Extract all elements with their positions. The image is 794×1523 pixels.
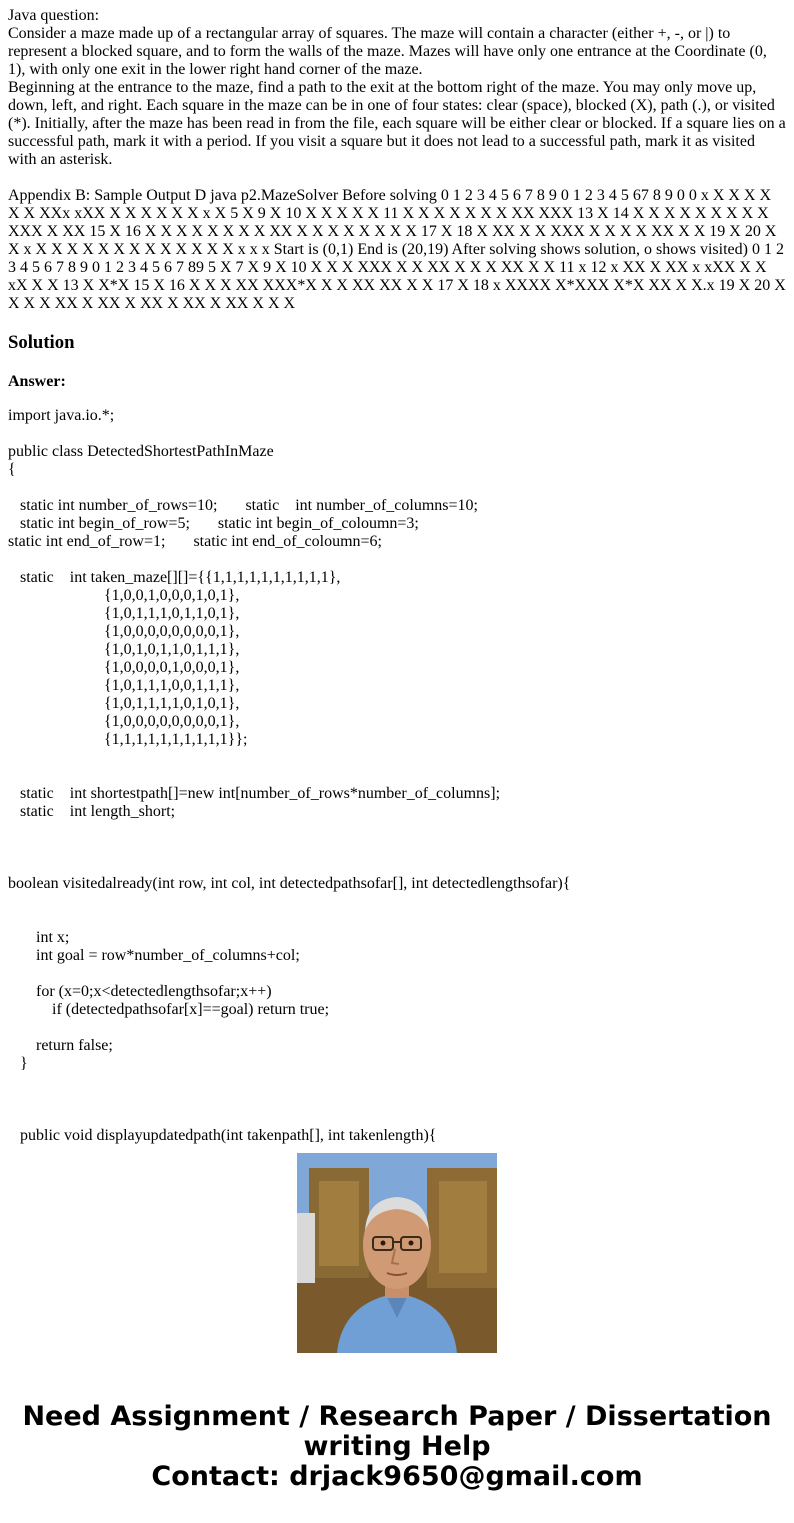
promo-text: [0, 1402, 794, 1492]
question-paragraph-2: Beginning at the entrance to the maze, find a path to the exit at the bottom right of the maze. You may only move up, down, left, and right. Each square in the maze can be in one of four states: clear (space), blocked (X), path (.), or visited (*). Initially, after the maze has been read in from the file, each square will be either clear or blocked. If a square lies on a successful path, mark it with a period. If you visit a square but it does not lead to a successful path, mark it as visited with an asterisk.: [8, 79, 786, 168]
answer-label: Answer:: [8, 373, 66, 390]
avatar: [297, 1153, 497, 1353]
person-photo-avatar-icon: [297, 1153, 497, 1353]
question-paragraph-1: Consider a maze made up of a rectangular array of squares. The maze will contain a character (either +, -, or |) to represent a blocked square, and to form the walls of the maze. Mazes will have only one entrance at the Coordinate (0, 1), with only one exit in the lower right hand corner of the maze.: [8, 25, 767, 78]
promo-line-1: Need Assignment / Research Paper / Dissertation: [22, 1401, 772, 1432]
solution-heading: Solution: [8, 332, 75, 353]
promo-contact[interactable]: Contact: drjack9650@gmail.com: [151, 1461, 643, 1492]
promo-line-2: writing Help: [303, 1431, 491, 1462]
spacer: [8, 169, 786, 187]
promo-banner: [0, 1121, 794, 1523]
article-content: [8, 7, 786, 1144]
code-block: import java.io.*; public class DetectedShortestPathInMaze { static int number_of_rows=10; static int number_of_columns=10; static int begin_of_row=5; static int begin_of_coloumn=3; static int end_of_row=1; static int end_of_coloumn=6; static int taken_maze[][]={{1,1,1,1,1,1,1,1,1,1}, {1,0,0,1,0,0,0,1,0,1}, {1,0,1,1,1,0,1,1,0,1}, {1,0,0,0,0,0,0,0,0,1}, {1,0,1,0,1,1,0,1,1,1}, {1,0,0,0,0,1,0,0,0,1}, {1,0,1,1,1,0,0,1,1,1}, {1,0,1,1,1,1,0,1,0,1}, {1,0,0,0,0,0,0,0,0,1}, {1,1,1,1,1,1,1,1,1,1}}; static int shortestpath[]=new int[number_of_rows*number_of_columns]; static int length_short; boolean visitedalready(int row, int col, int detectedpathsofar[], int detectedlengthsofar){ int x; int goal = row*number_of_columns+col; for (x=0;x<detectedlengthsofar;x++) if (detectedpathsofar[x]==goal) return true; return false; } public void displayupdatedpath(int takenpath[], int takenlength){: [8, 407, 571, 1144]
question-heading: Java question:: [8, 7, 100, 24]
appendix-sample-output: Appendix B: Sample Output D java p2.MazeSolver Before solving 0 1 2 3 4 5 6 7 8 9 0 1 2 3 4 5 67 8 9 0 0 x X X X X X X XXx xXX X X X X X X x X 5 X 9 X 10 X X X X X 11 X X X X X X X XX XXX 13 X 14 X X X X X X X X X XXX X XX 15 X 16 X X X X X X X X XX X X X X X X X X 17 X 18 X XX X X XXX X X X X XX X X 19 X 20 X X x X X X X X X X X X X X X X x x x Start is (0,1) End is (20,19) After solving shows solution, o shows visited) 0 1 2 3 4 5 6 7 8 9 0 1 2 3 4 5 6 7 89 5 X 7 X 9 X 10 X X X XXX X X XX X X X XX X X 11 x 12 x XX X XX x xXX X X xX X X 13 X X*X 15 X 16 X X X XX XXX*X X X XX XX X X 17 X 18 x XXXX X*XXX X*X XX X X.x 19 X 20 X X X X XX X XX X XX X XX X XX X X X: [8, 187, 786, 312]
